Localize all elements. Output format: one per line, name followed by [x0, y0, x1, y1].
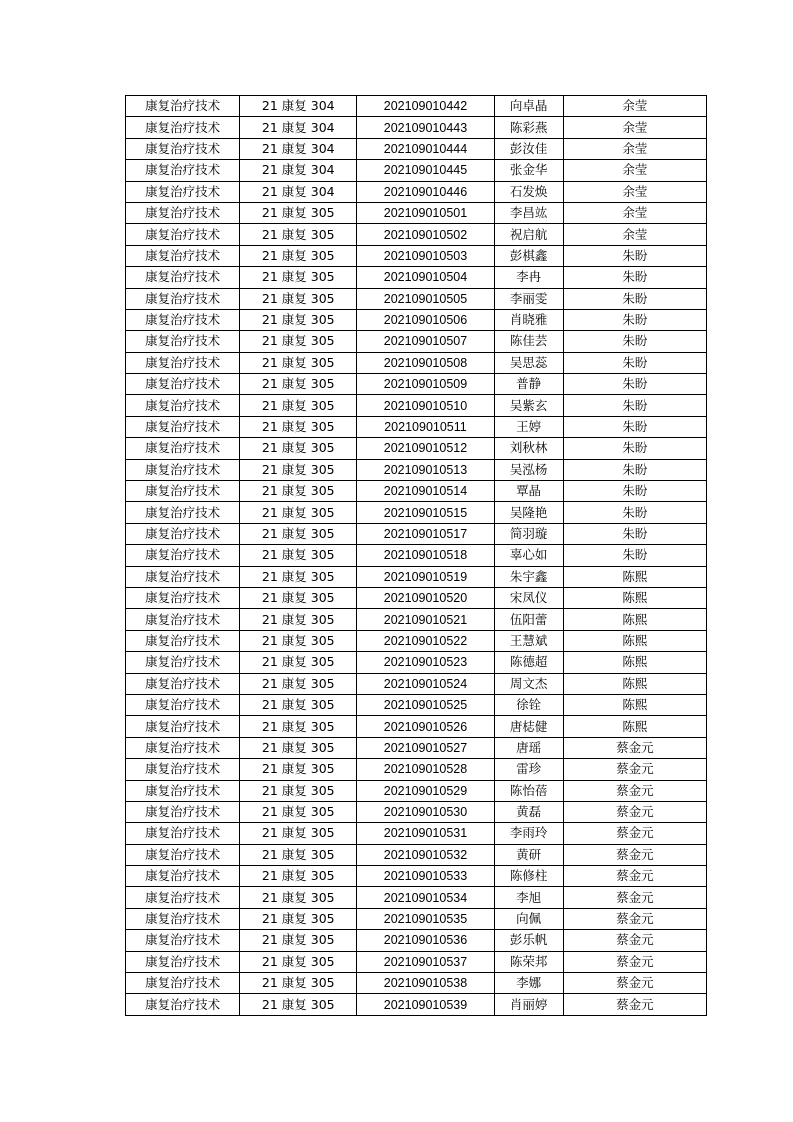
cell-student-name: 吴泓杨: [494, 459, 563, 480]
cell-major: 康复治疗技术: [126, 587, 240, 608]
cell-student-id: 202109010502: [357, 224, 494, 245]
cell-class: 21 康复 305: [240, 951, 357, 972]
cell-teacher: 蔡金元: [563, 973, 706, 994]
cell-student-name: 唐梽健: [494, 716, 563, 737]
cell-student-name: 石发焕: [494, 181, 563, 202]
cell-student-id: 202109010513: [357, 459, 494, 480]
cell-student-name: 王婷: [494, 416, 563, 437]
cell-student-id: 202109010501: [357, 202, 494, 223]
cell-class: 21 康复 305: [240, 395, 357, 416]
cell-student-id: 202109010507: [357, 331, 494, 352]
cell-student-name: 唐瑶: [494, 737, 563, 758]
cell-teacher: 朱盼: [563, 416, 706, 437]
cell-student-id: 202109010515: [357, 502, 494, 523]
cell-major: 康复治疗技术: [126, 416, 240, 437]
cell-major: 康复治疗技术: [126, 202, 240, 223]
cell-class: 21 康复 305: [240, 930, 357, 951]
table-row: [126, 288, 707, 309]
cell-class: 21 康复 305: [240, 566, 357, 587]
cell-student-name: 简羽璇: [494, 523, 563, 544]
cell-student-id: 202109010527: [357, 737, 494, 758]
cell-student-id: 202109010534: [357, 887, 494, 908]
cell-student-name: 刘秋林: [494, 438, 563, 459]
table-row: [126, 245, 707, 266]
table-row: [126, 309, 707, 330]
cell-student-id: 202109010509: [357, 374, 494, 395]
cell-class: 21 康复 305: [240, 352, 357, 373]
cell-class: 21 康复 305: [240, 587, 357, 608]
cell-class: 21 康复 305: [240, 267, 357, 288]
cell-student-id: 202109010538: [357, 973, 494, 994]
cell-student-name: 向卓晶: [494, 96, 563, 117]
cell-student-id: 202109010508: [357, 352, 494, 373]
cell-teacher: 余莹: [563, 160, 706, 181]
cell-teacher: 朱盼: [563, 395, 706, 416]
table-row: [126, 587, 707, 608]
cell-class: 21 康复 305: [240, 823, 357, 844]
cell-major: 康复治疗技术: [126, 160, 240, 181]
cell-student-id: 202109010526: [357, 716, 494, 737]
cell-class: 21 康复 305: [240, 716, 357, 737]
cell-class: 21 康复 305: [240, 374, 357, 395]
table-row: [126, 523, 707, 544]
cell-teacher: 陈熙: [563, 673, 706, 694]
cell-major: 康复治疗技术: [126, 288, 240, 309]
cell-teacher: 余莹: [563, 96, 706, 117]
table-row: [126, 673, 707, 694]
cell-teacher: 蔡金元: [563, 844, 706, 865]
cell-class: 21 康复 305: [240, 331, 357, 352]
cell-teacher: 陈熙: [563, 652, 706, 673]
cell-teacher: 朱盼: [563, 288, 706, 309]
cell-student-name: 彭汝佳: [494, 138, 563, 159]
cell-class: 21 康复 305: [240, 866, 357, 887]
cell-teacher: 朱盼: [563, 438, 706, 459]
cell-student-name: 彭棋鑫: [494, 245, 563, 266]
cell-student-name: 普静: [494, 374, 563, 395]
table-row: [126, 395, 707, 416]
table-row: [126, 331, 707, 352]
cell-major: 康复治疗技术: [126, 245, 240, 266]
cell-class: 21 康复 304: [240, 138, 357, 159]
cell-teacher: 余莹: [563, 202, 706, 223]
cell-teacher: 蔡金元: [563, 866, 706, 887]
table-row: [126, 694, 707, 715]
cell-teacher: 陈熙: [563, 716, 706, 737]
cell-student-name: 黄磊: [494, 801, 563, 822]
cell-student-id: 202109010523: [357, 652, 494, 673]
cell-teacher: 朱盼: [563, 502, 706, 523]
cell-student-id: 202109010535: [357, 908, 494, 929]
cell-teacher: 蔡金元: [563, 801, 706, 822]
cell-student-name: 宋凤仪: [494, 587, 563, 608]
cell-major: 康复治疗技术: [126, 630, 240, 651]
cell-student-id: 202109010511: [357, 416, 494, 437]
cell-student-id: 202109010503: [357, 245, 494, 266]
table-row: [126, 96, 707, 117]
cell-student-id: 202109010518: [357, 545, 494, 566]
cell-student-name: 李丽雯: [494, 288, 563, 309]
cell-student-name: 李冉: [494, 267, 563, 288]
cell-student-name: 覃晶: [494, 481, 563, 502]
cell-major: 康复治疗技术: [126, 694, 240, 715]
cell-major: 康复治疗技术: [126, 566, 240, 587]
cell-major: 康复治疗技术: [126, 994, 240, 1015]
table-row: [126, 224, 707, 245]
cell-teacher: 蔡金元: [563, 759, 706, 780]
cell-major: 康复治疗技术: [126, 438, 240, 459]
cell-class: 21 康复 305: [240, 609, 357, 630]
table-row: [126, 866, 707, 887]
cell-class: 21 康复 305: [240, 202, 357, 223]
cell-major: 康复治疗技术: [126, 331, 240, 352]
cell-teacher: 朱盼: [563, 481, 706, 502]
roster-body: [126, 96, 707, 1016]
cell-major: 康复治疗技术: [126, 138, 240, 159]
cell-class: 21 康复 304: [240, 117, 357, 138]
cell-major: 康复治疗技术: [126, 545, 240, 566]
cell-student-id: 202109010517: [357, 523, 494, 544]
cell-student-id: 202109010532: [357, 844, 494, 865]
cell-student-id: 202109010524: [357, 673, 494, 694]
cell-major: 康复治疗技术: [126, 844, 240, 865]
cell-major: 康复治疗技术: [126, 801, 240, 822]
cell-student-id: 202109010443: [357, 117, 494, 138]
table-row: [126, 973, 707, 994]
cell-major: 康复治疗技术: [126, 973, 240, 994]
cell-student-name: 徐铨: [494, 694, 563, 715]
cell-student-id: 202109010514: [357, 481, 494, 502]
cell-class: 21 康复 305: [240, 908, 357, 929]
cell-class: 21 康复 305: [240, 973, 357, 994]
table-row: [126, 609, 707, 630]
cell-student-name: 向佩: [494, 908, 563, 929]
cell-class: 21 康复 305: [240, 844, 357, 865]
table-row: [126, 416, 707, 437]
table-row: [126, 759, 707, 780]
cell-teacher: 陈熙: [563, 630, 706, 651]
table-row: [126, 887, 707, 908]
cell-class: 21 康复 305: [240, 416, 357, 437]
cell-major: 康复治疗技术: [126, 352, 240, 373]
cell-class: 21 康复 305: [240, 459, 357, 480]
cell-student-name: 彭乐帆: [494, 930, 563, 951]
cell-class: 21 康复 305: [240, 694, 357, 715]
cell-student-name: 周文杰: [494, 673, 563, 694]
cell-student-id: 202109010445: [357, 160, 494, 181]
cell-student-name: 伍阳蕾: [494, 609, 563, 630]
cell-teacher: 朱盼: [563, 459, 706, 480]
cell-student-id: 202109010531: [357, 823, 494, 844]
cell-teacher: 朱盼: [563, 245, 706, 266]
cell-student-name: 李旭: [494, 887, 563, 908]
cell-major: 康复治疗技术: [126, 759, 240, 780]
cell-teacher: 朱盼: [563, 545, 706, 566]
cell-class: 21 康复 305: [240, 438, 357, 459]
table-row: [126, 737, 707, 758]
cell-class: 21 康复 305: [240, 224, 357, 245]
table-row: [126, 545, 707, 566]
cell-student-id: 202109010444: [357, 138, 494, 159]
cell-major: 康复治疗技术: [126, 481, 240, 502]
cell-class: 21 康复 305: [240, 502, 357, 523]
cell-major: 康复治疗技术: [126, 523, 240, 544]
cell-teacher: 余莹: [563, 181, 706, 202]
cell-student-name: 肖丽婷: [494, 994, 563, 1015]
cell-class: 21 康复 305: [240, 288, 357, 309]
cell-student-id: 202109010536: [357, 930, 494, 951]
cell-teacher: 蔡金元: [563, 908, 706, 929]
cell-major: 康复治疗技术: [126, 737, 240, 758]
table-row: [126, 844, 707, 865]
table-row: [126, 823, 707, 844]
cell-class: 21 康复 304: [240, 181, 357, 202]
cell-student-name: 吴思蕊: [494, 352, 563, 373]
table-row: [126, 801, 707, 822]
cell-teacher: 朱盼: [563, 309, 706, 330]
cell-major: 康复治疗技术: [126, 866, 240, 887]
cell-student-name: 陈怡蓓: [494, 780, 563, 801]
table-row: [126, 352, 707, 373]
cell-class: 21 康复 305: [240, 523, 357, 544]
cell-student-name: 黄研: [494, 844, 563, 865]
cell-teacher: 陈熙: [563, 587, 706, 608]
roster-table: [125, 95, 707, 1016]
table-row: [126, 652, 707, 673]
cell-class: 21 康复 305: [240, 737, 357, 758]
cell-student-name: 陈德超: [494, 652, 563, 673]
table-row: [126, 481, 707, 502]
cell-major: 康复治疗技术: [126, 502, 240, 523]
cell-student-name: 吴紫玄: [494, 395, 563, 416]
cell-teacher: 朱盼: [563, 352, 706, 373]
cell-student-name: 陈荣邦: [494, 951, 563, 972]
cell-major: 康复治疗技术: [126, 780, 240, 801]
cell-major: 康复治疗技术: [126, 96, 240, 117]
table-row: [126, 267, 707, 288]
table-row: [126, 438, 707, 459]
cell-major: 康复治疗技术: [126, 117, 240, 138]
cell-teacher: 蔡金元: [563, 951, 706, 972]
cell-major: 康复治疗技术: [126, 887, 240, 908]
cell-student-id: 202109010521: [357, 609, 494, 630]
table-row: [126, 374, 707, 395]
cell-major: 康复治疗技术: [126, 908, 240, 929]
cell-teacher: 蔡金元: [563, 930, 706, 951]
cell-student-name: 陈修柱: [494, 866, 563, 887]
table-row: [126, 160, 707, 181]
cell-teacher: 蔡金元: [563, 780, 706, 801]
cell-teacher: 朱盼: [563, 267, 706, 288]
cell-student-name: 张金华: [494, 160, 563, 181]
cell-student-id: 202109010530: [357, 801, 494, 822]
table-row: [126, 138, 707, 159]
cell-major: 康复治疗技术: [126, 181, 240, 202]
cell-student-name: 陈彩燕: [494, 117, 563, 138]
cell-major: 康复治疗技术: [126, 309, 240, 330]
cell-major: 康复治疗技术: [126, 395, 240, 416]
cell-student-name: 祝启航: [494, 224, 563, 245]
cell-teacher: 陈熙: [563, 694, 706, 715]
cell-teacher: 余莹: [563, 224, 706, 245]
cell-class: 21 康复 305: [240, 545, 357, 566]
table-row: [126, 502, 707, 523]
cell-student-id: 202109010529: [357, 780, 494, 801]
cell-major: 康复治疗技术: [126, 459, 240, 480]
cell-class: 21 康复 305: [240, 780, 357, 801]
cell-teacher: 蔡金元: [563, 737, 706, 758]
cell-class: 21 康复 305: [240, 673, 357, 694]
cell-student-name: 朱宇鑫: [494, 566, 563, 587]
table-row: [126, 780, 707, 801]
table-row: [126, 117, 707, 138]
cell-student-id: 202109010519: [357, 566, 494, 587]
table-row: [126, 202, 707, 223]
cell-major: 康复治疗技术: [126, 930, 240, 951]
table-row: [126, 630, 707, 651]
cell-teacher: 朱盼: [563, 523, 706, 544]
table-row: [126, 566, 707, 587]
table-row: [126, 994, 707, 1015]
cell-class: 21 康复 305: [240, 994, 357, 1015]
cell-class: 21 康复 305: [240, 245, 357, 266]
table-row: [126, 951, 707, 972]
cell-major: 康复治疗技术: [126, 374, 240, 395]
cell-class: 21 康复 305: [240, 481, 357, 502]
cell-student-id: 202109010505: [357, 288, 494, 309]
cell-class: 21 康复 305: [240, 309, 357, 330]
cell-student-id: 202109010539: [357, 994, 494, 1015]
cell-student-id: 202109010528: [357, 759, 494, 780]
cell-student-id: 202109010537: [357, 951, 494, 972]
cell-student-name: 李娜: [494, 973, 563, 994]
table-row: [126, 459, 707, 480]
cell-class: 21 康复 305: [240, 630, 357, 651]
cell-teacher: 朱盼: [563, 331, 706, 352]
cell-major: 康复治疗技术: [126, 716, 240, 737]
cell-major: 康复治疗技术: [126, 951, 240, 972]
cell-major: 康复治疗技术: [126, 609, 240, 630]
cell-student-name: 王慧斌: [494, 630, 563, 651]
cell-student-name: 李雨玲: [494, 823, 563, 844]
cell-teacher: 陈熙: [563, 566, 706, 587]
cell-major: 康复治疗技术: [126, 823, 240, 844]
cell-teacher: 陈熙: [563, 609, 706, 630]
cell-student-name: 吴隆艳: [494, 502, 563, 523]
cell-student-name: 李昌竑: [494, 202, 563, 223]
cell-student-id: 202109010533: [357, 866, 494, 887]
cell-student-id: 202109010520: [357, 587, 494, 608]
cell-class: 21 康复 304: [240, 96, 357, 117]
cell-class: 21 康复 305: [240, 759, 357, 780]
cell-student-name: 肖晓雅: [494, 309, 563, 330]
cell-class: 21 康复 305: [240, 887, 357, 908]
cell-major: 康复治疗技术: [126, 673, 240, 694]
cell-teacher: 余莹: [563, 138, 706, 159]
table-row: [126, 930, 707, 951]
cell-teacher: 余莹: [563, 117, 706, 138]
cell-class: 21 康复 305: [240, 801, 357, 822]
cell-student-name: 陈佳芸: [494, 331, 563, 352]
cell-student-id: 202109010510: [357, 395, 494, 416]
cell-teacher: 蔡金元: [563, 823, 706, 844]
cell-major: 康复治疗技术: [126, 224, 240, 245]
cell-student-name: 辜心如: [494, 545, 563, 566]
cell-major: 康复治疗技术: [126, 267, 240, 288]
cell-student-id: 202109010522: [357, 630, 494, 651]
cell-teacher: 蔡金元: [563, 994, 706, 1015]
cell-class: 21 康复 304: [240, 160, 357, 181]
cell-student-id: 202109010442: [357, 96, 494, 117]
cell-student-id: 202109010506: [357, 309, 494, 330]
table-row: [126, 908, 707, 929]
cell-student-name: 雷珍: [494, 759, 563, 780]
cell-student-id: 202109010504: [357, 267, 494, 288]
table-row: [126, 716, 707, 737]
cell-student-id: 202109010446: [357, 181, 494, 202]
cell-major: 康复治疗技术: [126, 652, 240, 673]
cell-teacher: 朱盼: [563, 374, 706, 395]
table-row: [126, 181, 707, 202]
cell-teacher: 蔡金元: [563, 887, 706, 908]
cell-student-id: 202109010525: [357, 694, 494, 715]
cell-class: 21 康复 305: [240, 652, 357, 673]
cell-student-id: 202109010512: [357, 438, 494, 459]
